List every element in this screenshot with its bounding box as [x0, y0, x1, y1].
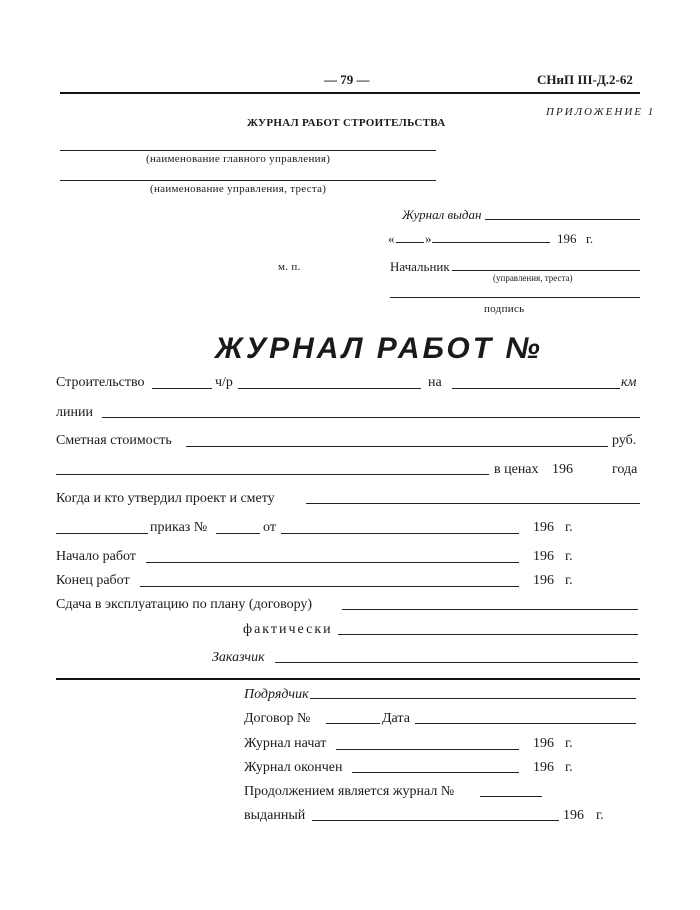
- km-label: км: [621, 375, 637, 390]
- construction-field[interactable]: [152, 388, 212, 389]
- actual-field[interactable]: [338, 634, 638, 635]
- section-label: ч/р: [215, 375, 233, 390]
- prices-year: 196: [552, 462, 573, 477]
- issued-year-suffix: г.: [596, 808, 604, 823]
- month-field[interactable]: [432, 242, 550, 243]
- end-year-prefix: 196: [533, 573, 554, 588]
- order-year-prefix: 196: [533, 520, 554, 535]
- cover-year-prefix: 196: [557, 231, 577, 246]
- journal-finished-field[interactable]: [352, 772, 519, 773]
- contractor-field[interactable]: [310, 698, 636, 699]
- contract-number-field[interactable]: [326, 723, 380, 724]
- end-year-suffix: г.: [565, 573, 573, 588]
- contract-date-field[interactable]: [415, 723, 636, 724]
- prices-label: в ценах: [494, 462, 539, 477]
- finished-year-prefix: 196: [533, 760, 554, 775]
- estimate-field[interactable]: [186, 446, 608, 447]
- actual-label: фактически: [243, 622, 333, 637]
- started-year-prefix: 196: [533, 736, 554, 751]
- cover-year-suffix: г.: [586, 231, 594, 246]
- currency-label: руб.: [612, 433, 637, 448]
- start-year-suffix: г.: [565, 549, 573, 564]
- order-year-suffix: г.: [565, 520, 573, 535]
- journal-started-label: Журнал начат: [244, 736, 327, 751]
- approved-label: Когда и кто утвердил проект и смету: [56, 491, 275, 506]
- estimate-extra-field[interactable]: [56, 474, 489, 475]
- date-quote-close: »: [425, 231, 432, 246]
- started-year-suffix: г.: [565, 736, 573, 751]
- order-label: приказ №: [150, 520, 208, 535]
- day-field[interactable]: [396, 242, 424, 243]
- km-field[interactable]: [452, 388, 620, 389]
- issued-field[interactable]: [485, 219, 640, 220]
- continuation-number-field[interactable]: [480, 796, 542, 797]
- continuation-issued-field[interactable]: [312, 820, 559, 821]
- admin-trust-field[interactable]: [60, 180, 436, 181]
- year-word: года: [612, 462, 638, 477]
- approver-field[interactable]: [56, 533, 148, 534]
- construction-label: Строительство: [56, 375, 145, 390]
- line-label: линии: [56, 405, 93, 420]
- main-admin-field[interactable]: [60, 150, 436, 151]
- customer-field[interactable]: [275, 662, 638, 663]
- signature-field[interactable]: [390, 297, 640, 298]
- main-admin-caption: (наименование главного управления): [146, 153, 331, 165]
- end-label: Конец работ: [56, 573, 130, 588]
- header-rule: [60, 92, 640, 94]
- chief-caption: (управления, треста): [493, 273, 573, 283]
- cover-heading: ЖУРНАЛ РАБОТ СТРОИТЕЛЬСТВА: [247, 117, 446, 129]
- contract-date-label: Дата: [382, 711, 410, 726]
- appendix-label: ПРИЛОЖЕНИЕ 1: [546, 106, 656, 118]
- continuation-issued-label: выданный: [244, 808, 306, 823]
- page-number: — 79 —: [324, 72, 370, 87]
- order-date-field[interactable]: [281, 533, 519, 534]
- date-quote-open: «: [388, 231, 395, 246]
- issued-year-prefix: 196: [563, 808, 584, 823]
- journal-started-field[interactable]: [336, 749, 519, 750]
- journal-title: ЖУРНАЛ РАБОТ №: [215, 332, 543, 365]
- stamp-label: м. п.: [278, 261, 301, 273]
- issued-label: Журнал выдан: [402, 207, 482, 222]
- approved-field[interactable]: [306, 503, 640, 504]
- order-number-field[interactable]: [216, 533, 260, 534]
- signature-caption: подпись: [484, 303, 525, 315]
- document-code: СНиП III-Д.2-62: [537, 72, 633, 87]
- section-field[interactable]: [238, 388, 421, 389]
- commissioning-label: Сдача в эксплуатацию по плану (договору): [56, 597, 313, 612]
- start-label: Начало работ: [56, 549, 136, 564]
- order-from-label: от: [263, 520, 276, 535]
- customer-label: Заказчик: [212, 650, 265, 665]
- contract-label: Договор №: [244, 711, 311, 726]
- journal-finished-label: Журнал окончен: [244, 760, 343, 775]
- chief-field[interactable]: [452, 270, 640, 271]
- continuation-label: Продолжением является журнал №: [244, 784, 455, 799]
- estimate-label: Сметная стоимость: [56, 433, 172, 448]
- start-field[interactable]: [146, 562, 519, 563]
- finished-year-suffix: г.: [565, 760, 573, 775]
- line-field[interactable]: [102, 417, 640, 418]
- at-label: на: [428, 375, 442, 390]
- start-year-prefix: 196: [533, 549, 554, 564]
- commissioning-field[interactable]: [342, 609, 638, 610]
- admin-trust-caption: (наименование управления, треста): [150, 183, 327, 195]
- contractor-label: Подрядчик: [244, 687, 309, 702]
- section-divider: [56, 678, 640, 680]
- end-field[interactable]: [140, 586, 519, 587]
- chief-label: Начальник: [390, 259, 450, 274]
